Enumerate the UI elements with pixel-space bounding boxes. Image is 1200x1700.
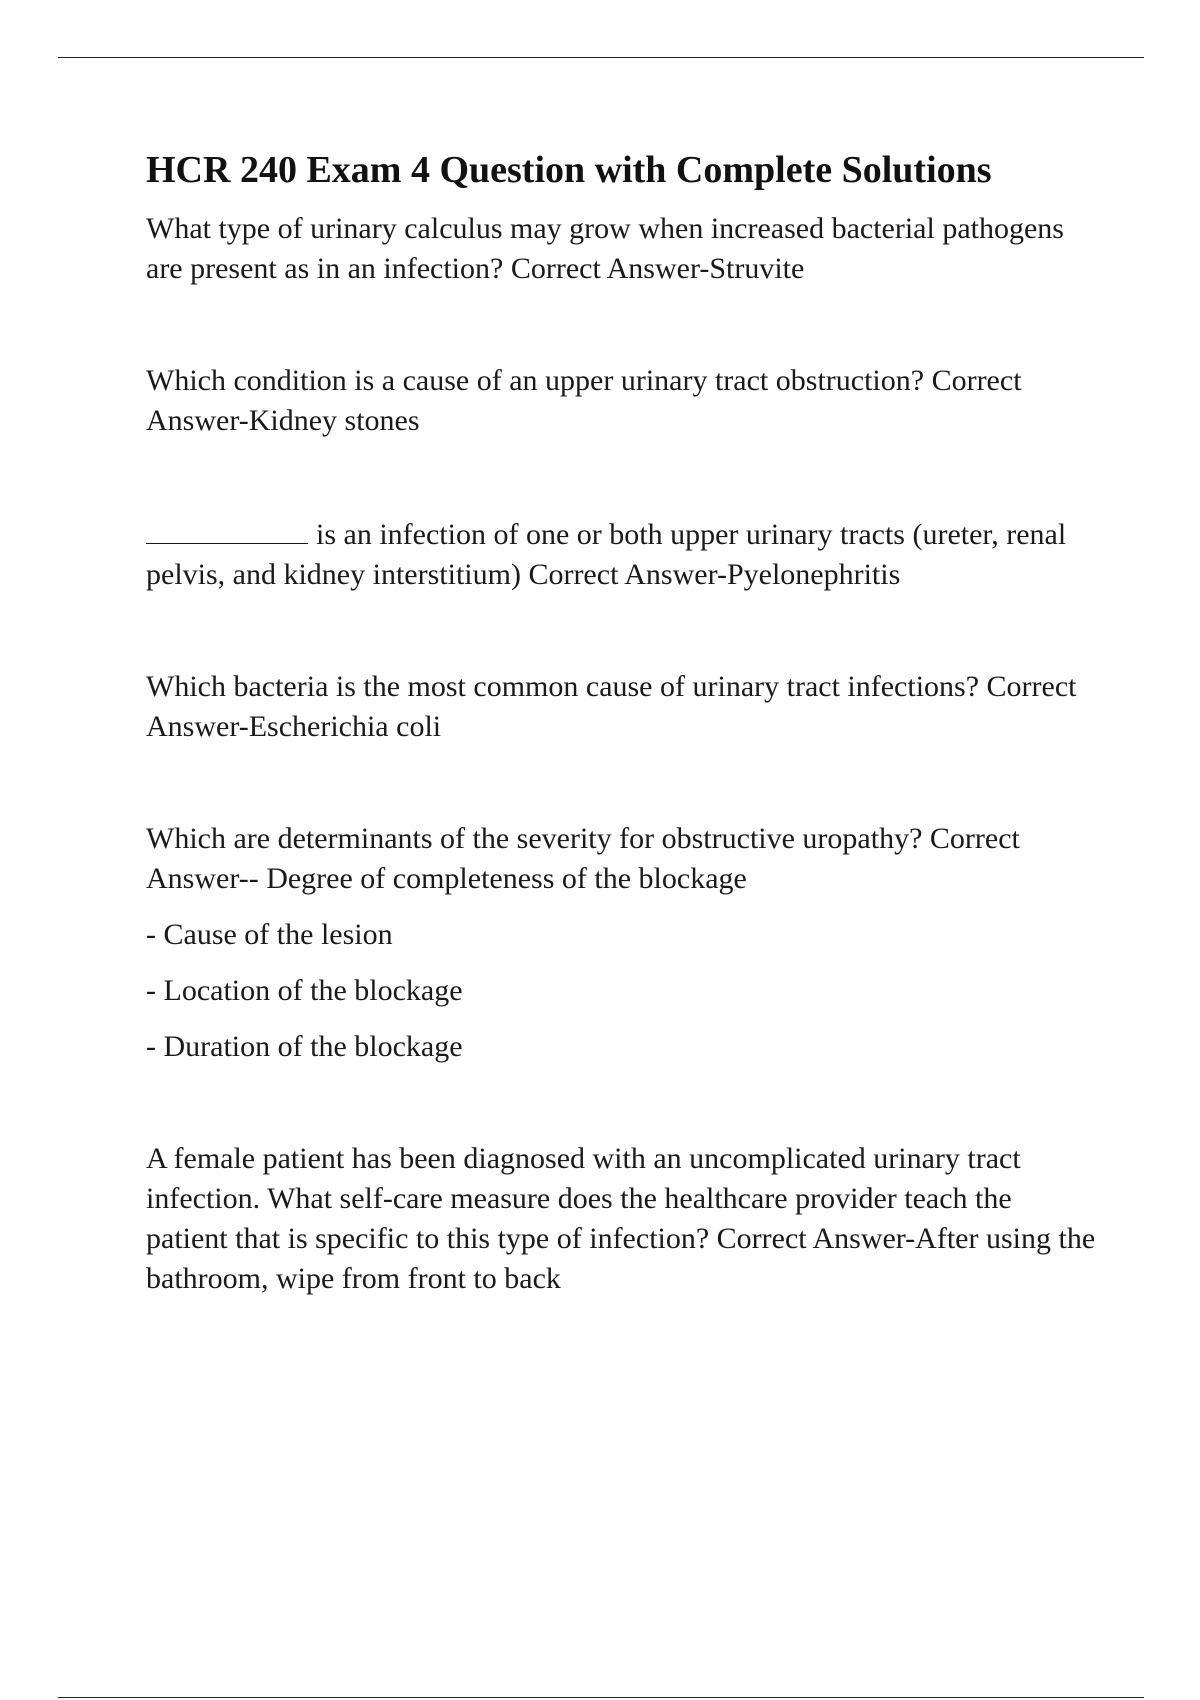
qa-text: Which bacteria is the most common cause of urinary tract infections? Correct Answer-Escherichia coli xyxy=(146,670,1077,743)
qa-text: What type of urinary calculus may grow when increased bacterial pathogens are present as in an infection? Correct Answer-Struvite xyxy=(146,212,1064,285)
qa-text: Which are determinants of the severity for obstructive uropathy? Correct Answer-- Degree of completeness of the blockage xyxy=(146,822,1020,895)
qa-item-3 xyxy=(146,513,1096,595)
header-rule xyxy=(58,57,1144,58)
qa-item-2 xyxy=(146,361,1096,441)
qa-text: Which condition is a cause of an upper urinary tract obstruction? Correct Answer-Kidney stones xyxy=(146,364,1022,437)
qa-item-5 xyxy=(146,819,1096,1067)
qa-text: A female patient has been diagnosed with an uncomplicated urinary tract infection. What self-care measure does the healthcare provider teach the patient that is specific to this type of infection? Correct Answer-After using the bathroom, wipe from front to back xyxy=(146,1142,1096,1295)
qa-text-with-blank xyxy=(146,513,1096,595)
qa-item-6 xyxy=(146,1139,1096,1299)
qa-item-4 xyxy=(146,667,1096,747)
list-item: - Location of the blockage xyxy=(146,974,463,1007)
qa-item-1 xyxy=(146,209,1096,289)
list-item: - Cause of the lesion xyxy=(146,918,393,951)
document-body xyxy=(146,148,1096,1371)
list-item: - Duration of the blockage xyxy=(146,1030,463,1063)
document-title: HCR 240 Exam 4 Question with Complete Solutions xyxy=(146,149,992,191)
qa-text: is an infection of one or both upper urinary tracts (ureter, renal pelvis, and kidney interstitium) Correct Answer-Pyelonephritis xyxy=(146,518,1067,591)
footer-rule xyxy=(58,1697,1144,1698)
fill-in-blank xyxy=(146,513,308,544)
